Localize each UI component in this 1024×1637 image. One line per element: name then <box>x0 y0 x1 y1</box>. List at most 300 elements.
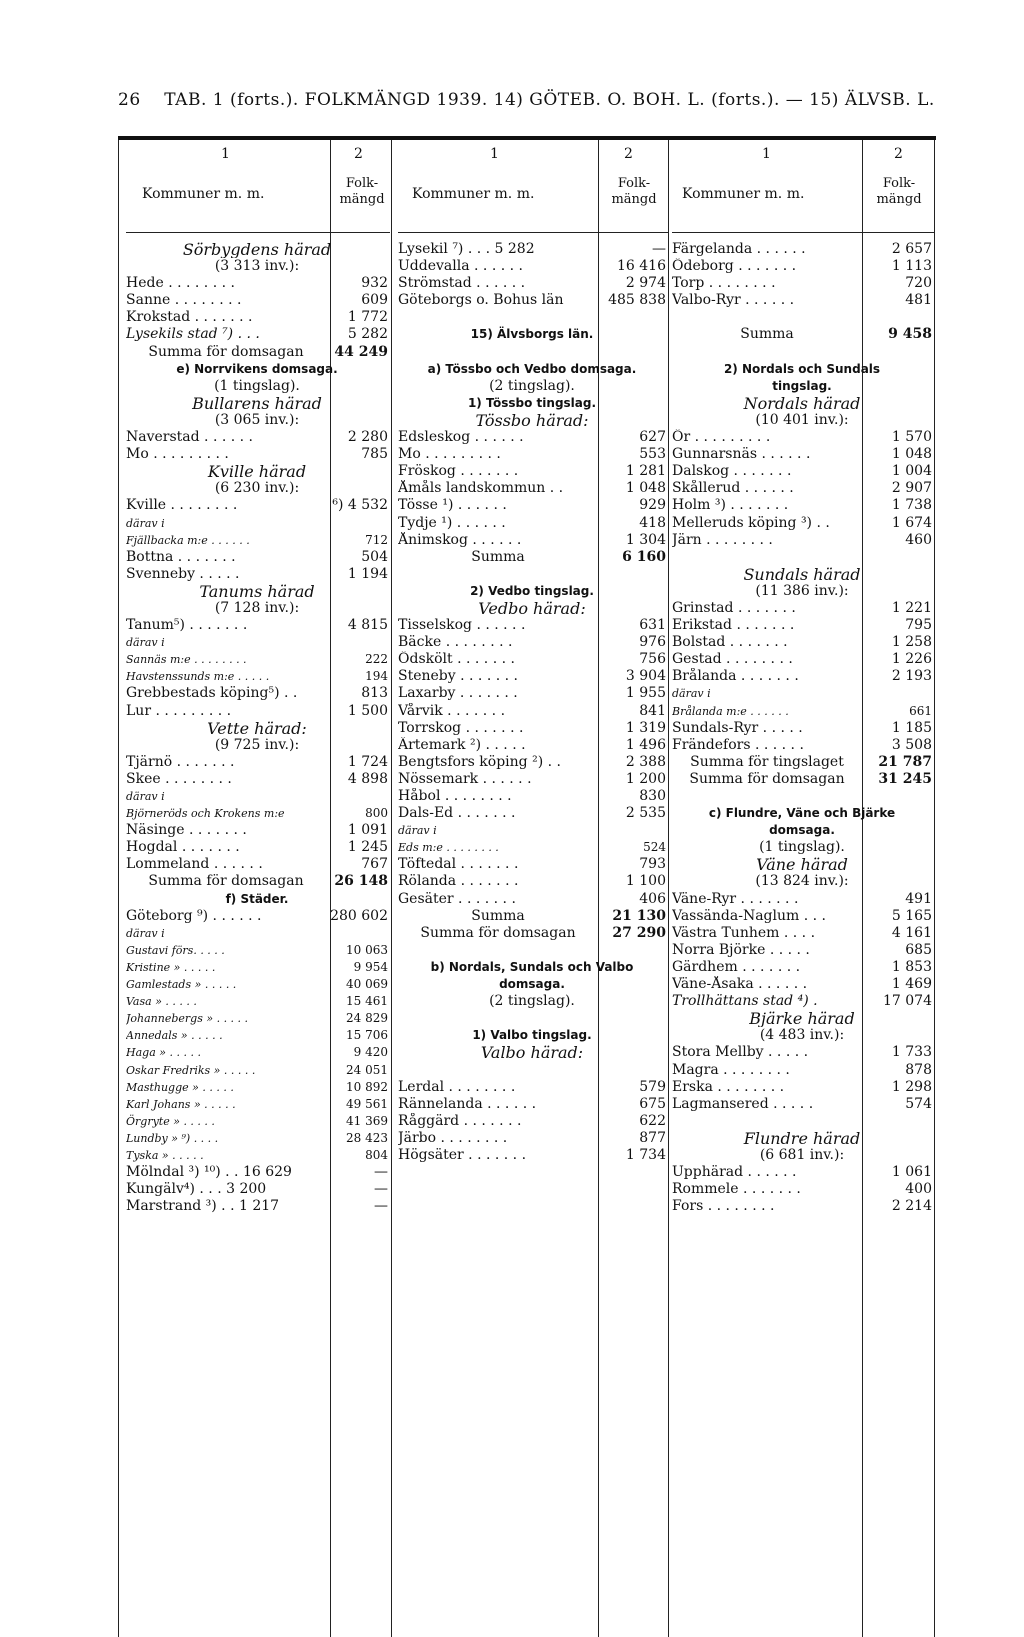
table-row <box>398 480 668 497</box>
column-1 <box>126 140 390 1215</box>
table-row <box>126 1181 390 1198</box>
row-label: Sundals-Ryr . . . . . <box>672 719 803 736</box>
column-number: 2 <box>354 146 363 162</box>
table-row <box>126 839 390 856</box>
row-value: 1 061 <box>891 1164 932 1181</box>
table-heading-row <box>398 583 668 600</box>
row-value: 9 954 <box>353 959 388 974</box>
table-row <box>672 1164 934 1181</box>
table-heading-row <box>672 1147 934 1164</box>
row-label: Tanums härad <box>199 582 315 600</box>
row-value: 27 290 <box>612 924 666 941</box>
table-row <box>672 326 934 343</box>
row-label: därav i <box>126 926 165 940</box>
table-row <box>398 856 668 873</box>
table-row <box>126 668 390 685</box>
row-label: (11 386 inv.): <box>755 582 849 599</box>
row-label: Råggärd . . . . . . . <box>398 1112 522 1129</box>
row-label: Melleruds köping ³) . . <box>672 514 830 531</box>
table-row <box>672 925 934 942</box>
table-row <box>672 480 934 497</box>
row-label: Grebbestads köping⁵) . . <box>126 685 298 702</box>
column-folk: Folk- mängd <box>876 176 922 207</box>
row-label: Nordals härad <box>743 394 861 412</box>
table-row <box>672 275 934 292</box>
row-value: 406 <box>639 890 666 907</box>
table-row <box>672 942 934 959</box>
row-value: 661 <box>909 703 932 718</box>
table-row <box>126 771 390 788</box>
row-value: 481 <box>905 292 932 309</box>
row-label: Nössemark . . . . . . <box>398 770 532 787</box>
row-label: Summa för domsagan <box>420 924 576 941</box>
row-value: 460 <box>905 531 932 548</box>
table-heading-row <box>672 1010 934 1027</box>
table-heading-row <box>398 600 668 617</box>
row-value: 15 706 <box>346 1028 388 1043</box>
row-label: Högsäter . . . . . . . <box>398 1146 527 1163</box>
table-row <box>126 1010 390 1027</box>
table-heading-row <box>672 822 934 839</box>
table-heading-row <box>672 549 934 566</box>
table-heading-row <box>398 395 668 412</box>
table-row <box>672 634 934 651</box>
table-row <box>126 703 390 720</box>
row-label: (3 065 inv.): <box>214 411 300 428</box>
row-value: 1 772 <box>347 309 388 326</box>
row-value: 2 535 <box>625 805 666 822</box>
row-value: 26 148 <box>334 873 388 890</box>
row-label: Erska . . . . . . . . <box>672 1078 785 1095</box>
row-label: Havstenssunds m:e . . . . . <box>126 670 270 684</box>
table-row <box>398 839 668 856</box>
page-header <box>118 90 935 110</box>
row-value: 1 733 <box>891 1044 932 1061</box>
row-value: 21 130 <box>612 907 666 924</box>
row-label: Laxarby . . . . . . . <box>398 685 518 702</box>
row-label: Summa för tingslaget <box>690 753 844 770</box>
table-row <box>398 258 668 275</box>
table-row <box>672 1096 934 1113</box>
row-label: Ånimskog . . . . . . <box>398 531 522 548</box>
row-value: 194 <box>365 669 388 684</box>
row-label: Vårvik . . . . . . . <box>398 702 506 719</box>
table-row <box>672 703 934 720</box>
table-row <box>672 993 934 1010</box>
table-row <box>126 856 390 873</box>
table-heading-row <box>672 309 934 326</box>
table-row <box>126 805 390 822</box>
row-label: Annedals » . . . . . <box>126 1029 223 1043</box>
row-label: Fjällbacka m:e . . . . . . <box>126 533 250 547</box>
row-label: 2) Vedbo tingslag. <box>470 583 594 598</box>
row-value: 1 004 <box>891 463 932 480</box>
table-row <box>398 429 668 446</box>
table-row <box>126 1130 390 1147</box>
row-label: Ödeborg . . . . . . . <box>672 258 797 275</box>
row-value: 3 904 <box>625 668 666 685</box>
table-row <box>398 873 668 890</box>
table-row <box>126 549 390 566</box>
table-heading-row <box>398 1027 668 1044</box>
table-heading-row <box>672 1113 934 1130</box>
row-label: Lysekil ⁷) . . . 5 282 <box>398 241 535 257</box>
row-value: 1 469 <box>891 976 932 993</box>
row-value: 4 898 <box>347 770 388 787</box>
row-label: Brålanda . . . . . . . <box>672 668 799 685</box>
row-value: 1 221 <box>891 599 932 616</box>
table-row <box>398 515 668 532</box>
row-label: Väne-Åsaka . . . . . . <box>672 976 808 993</box>
row-value: 4 815 <box>347 617 388 634</box>
table-row <box>672 446 934 463</box>
row-value: 1 113 <box>891 258 932 275</box>
row-value: 5 165 <box>891 907 932 924</box>
row-value: 1 724 <box>347 753 388 770</box>
row-label: Ärtemark ²) . . . . . <box>398 736 526 753</box>
row-label: Sundals härad <box>743 565 861 583</box>
row-label: Gestad . . . . . . . . <box>672 651 793 668</box>
table-heading-row <box>126 634 390 651</box>
row-value: 1 734 <box>625 1146 666 1163</box>
row-label: Flundre härad <box>743 1129 861 1147</box>
row-value: 1 500 <box>347 702 388 719</box>
row-label: Grinstad . . . . . . . <box>672 599 796 616</box>
row-label: Stora Mellby . . . . . <box>672 1044 809 1061</box>
row-label: Norra Björke . . . . . <box>672 941 810 958</box>
row-label: Bolstad . . . . . . . <box>672 634 788 651</box>
row-label: Vedbo härad: <box>478 599 586 618</box>
row-label: därav i <box>398 824 437 838</box>
table-row <box>672 258 934 275</box>
row-value: 40 069 <box>346 977 388 992</box>
row-value: 1 048 <box>625 480 666 497</box>
row-label: Lommeland . . . . . . <box>126 856 263 873</box>
table-heading-row <box>126 583 390 600</box>
row-value: 830 <box>639 788 666 804</box>
row-value: 2 280 <box>347 429 388 446</box>
row-label: Göteborg ⁹) . . . . . . <box>126 907 262 924</box>
row-value: 1 185 <box>891 719 932 736</box>
row-label: Sörbygdens härad <box>182 241 332 259</box>
row-value: 2 214 <box>891 1198 932 1215</box>
table-row <box>126 873 390 890</box>
row-value: 1 281 <box>625 463 666 480</box>
table-row <box>398 1130 668 1147</box>
table-row <box>398 463 668 480</box>
row-value: 491 <box>905 890 932 907</box>
row-value: 44 249 <box>334 343 388 360</box>
table-heading-row <box>398 1010 668 1027</box>
row-label: Järn . . . . . . . . <box>672 531 773 548</box>
row-value: 795 <box>905 617 932 634</box>
table-row <box>398 908 668 925</box>
row-label: Brålanda m:e . . . . . . <box>672 704 789 718</box>
row-label: därav i <box>126 636 165 650</box>
table-row <box>398 275 668 292</box>
row-label: Torp . . . . . . . . <box>672 275 776 292</box>
table-row <box>672 771 934 788</box>
table-row <box>398 651 668 668</box>
column-header <box>398 140 668 233</box>
table-row <box>672 617 934 634</box>
row-label: 2) Nordals och Sundals <box>723 361 881 376</box>
row-value: 1 194 <box>347 565 388 582</box>
row-label: Lerdal . . . . . . . . <box>398 1078 516 1095</box>
table-row <box>398 634 668 651</box>
row-label: Skee . . . . . . . . <box>126 770 232 787</box>
row-value: 929 <box>639 497 666 514</box>
table-row <box>398 292 668 309</box>
table-heading-row <box>398 344 668 361</box>
row-label: Åmåls landskommun . . <box>398 480 564 497</box>
row-label: (13 824 inv.): <box>755 873 849 890</box>
row-value: 579 <box>639 1078 666 1095</box>
table-row <box>672 891 934 908</box>
table-row <box>398 754 668 771</box>
row-value: 485 838 <box>608 292 666 309</box>
row-value: — <box>374 1164 388 1181</box>
row-value: 4 161 <box>891 924 932 941</box>
row-value: 1 853 <box>891 958 932 975</box>
column-header <box>672 140 934 233</box>
row-value: 9 458 <box>888 326 932 343</box>
table-row <box>398 1113 668 1130</box>
table-heading-row <box>398 378 668 395</box>
table-heading-row <box>672 685 934 702</box>
table-heading-row <box>672 566 934 583</box>
row-value: 1 200 <box>625 770 666 787</box>
row-value: 24 051 <box>346 1062 388 1077</box>
row-label: Trollhättans stad ⁴) . <box>672 993 818 1010</box>
row-label: Johannebergs » . . . . . <box>126 1012 249 1026</box>
row-label: Hede . . . . . . . . <box>126 275 235 292</box>
table-row <box>126 942 390 959</box>
table-row <box>672 737 934 754</box>
row-label: Gunnarsnäs . . . . . . <box>672 446 811 463</box>
row-value: 418 <box>639 514 666 531</box>
row-value: 31 245 <box>878 770 932 787</box>
table-row <box>672 668 934 685</box>
row-value: 685 <box>905 941 932 958</box>
row-label: (7 128 inv.): <box>214 599 300 616</box>
row-value: 5 282 <box>347 326 388 343</box>
row-label: Karl Johans » . . . . . <box>126 1097 236 1111</box>
table-heading-row <box>672 361 934 378</box>
row-label: Dals-Ed . . . . . . . <box>398 805 516 822</box>
row-label: Haga » . . . . . <box>126 1046 201 1060</box>
row-label: Färgelanda . . . . . . <box>672 241 806 257</box>
table-heading-row <box>126 241 390 258</box>
table-row <box>672 429 934 446</box>
table-heading-row <box>398 942 668 959</box>
row-value: — <box>374 1198 388 1215</box>
row-label: (4 483 inv.): <box>759 1027 845 1044</box>
row-value: 627 <box>639 429 666 446</box>
row-label: Mo . . . . . . . . . <box>398 446 501 463</box>
table-row <box>398 805 668 822</box>
row-label: Erikstad . . . . . . . <box>672 617 795 634</box>
table-heading-row <box>672 583 934 600</box>
table-heading-row <box>126 480 390 497</box>
table-row <box>126 1113 390 1130</box>
row-value: 222 <box>365 652 388 667</box>
row-value: 15 461 <box>346 994 388 1009</box>
table-heading-row <box>126 412 390 429</box>
row-label: Gamlestads » . . . . . <box>126 978 237 992</box>
table-row <box>126 532 390 549</box>
table-row <box>672 292 934 309</box>
row-value: 1 496 <box>625 736 666 753</box>
row-label: domsaga. <box>769 823 835 838</box>
table-heading-row <box>672 856 934 873</box>
row-value: 1 298 <box>891 1078 932 1095</box>
row-value: — <box>374 1181 388 1198</box>
row-value: 1 674 <box>891 514 932 531</box>
table-row <box>126 566 390 583</box>
row-label: Vasa » . . . . . <box>126 995 197 1009</box>
row-value: 720 <box>905 275 932 292</box>
table-row <box>398 1096 668 1113</box>
row-label: (2 tingslag). <box>489 377 575 394</box>
table-row <box>398 497 668 514</box>
row-label: Bengtsfors köping ²) . . <box>398 753 561 770</box>
row-label: Ör . . . . . . . . . <box>672 429 771 446</box>
row-label: 1) Tössbo tingslag. <box>467 395 597 410</box>
table-row <box>126 292 390 309</box>
table-heading-row <box>398 361 668 378</box>
rule-2 <box>391 140 392 1637</box>
row-value: 878 <box>905 1061 932 1078</box>
table-row <box>126 976 390 993</box>
row-label: Summa <box>471 907 525 924</box>
row-label: Tanum⁵) . . . . . . . <box>126 617 248 634</box>
row-label: Kungälv⁴) . . . 3 200 <box>126 1181 267 1198</box>
table-row <box>398 532 668 549</box>
table-heading-row <box>672 805 934 822</box>
column-number: 2 <box>624 146 633 162</box>
column-3 <box>672 140 934 1215</box>
column-name: Kommuner m. m. <box>142 186 265 202</box>
table-row <box>672 1079 934 1096</box>
row-value: 280 602 <box>330 907 388 924</box>
row-label: Lagmansered . . . . . <box>672 1095 814 1112</box>
row-value: 2 974 <box>625 275 666 292</box>
row-label: (10 401 inv.): <box>755 411 849 428</box>
table-row <box>126 1044 390 1061</box>
row-value: 841 <box>639 702 666 719</box>
table-heading-row <box>672 1130 934 1147</box>
row-value: 3 508 <box>891 736 932 753</box>
column-folk: Folk- mängd <box>339 176 385 207</box>
row-label: Frändefors . . . . . . <box>672 736 804 753</box>
row-label: Kville . . . . . . . . <box>126 497 238 514</box>
row-value: 1 258 <box>891 634 932 651</box>
row-label: Väne-Ryr . . . . . . . <box>672 890 799 907</box>
table-row <box>126 429 390 446</box>
row-value: 504 <box>361 548 388 565</box>
table-row <box>398 617 668 634</box>
row-label: Vassända-Naglum . . . <box>672 907 826 924</box>
row-value: 553 <box>639 446 666 463</box>
table-heading-row <box>126 788 390 805</box>
table-heading-row <box>398 309 668 326</box>
row-value: 49 561 <box>346 1096 388 1111</box>
rule-left <box>118 140 119 1637</box>
table-heading-row <box>398 1062 668 1079</box>
row-label: Uddevalla . . . . . . <box>398 258 523 275</box>
row-label: Bjärke härad <box>749 1010 855 1028</box>
table-heading-row <box>672 1027 934 1044</box>
table-row <box>398 241 668 258</box>
row-label: Tössbo härad: <box>475 411 589 430</box>
row-value: 622 <box>639 1112 666 1129</box>
table-row <box>126 446 390 463</box>
table-row <box>126 497 390 514</box>
row-value: 6 160 <box>622 548 666 565</box>
table-row <box>672 1044 934 1061</box>
row-value: 767 <box>361 856 388 873</box>
row-label: Edsleskog . . . . . . <box>398 429 524 446</box>
row-label: därav i <box>126 516 165 530</box>
table-heading-row <box>398 412 668 429</box>
table-row <box>126 993 390 1010</box>
table-heading-row <box>672 378 934 395</box>
row-label: Västra Tunhem . . . . <box>672 924 816 941</box>
row-label: Magra . . . . . . . . <box>672 1061 790 1078</box>
column-header <box>126 140 390 233</box>
row-label: Göteborgs o. Bohus län <box>398 292 564 309</box>
table-row <box>126 617 390 634</box>
row-label: Bullarens härad <box>192 394 322 412</box>
column-number: 1 <box>221 146 230 162</box>
table-heading-row <box>672 788 934 805</box>
table-heading-row <box>672 839 934 856</box>
table-heading-row <box>126 463 390 480</box>
table-heading-row <box>672 873 934 890</box>
table-row <box>398 771 668 788</box>
row-label: Gärdhem . . . . . . . <box>672 958 801 975</box>
row-value: ⁶) 4 532 <box>332 497 388 514</box>
table-row <box>126 651 390 668</box>
row-value: 1 226 <box>891 651 932 668</box>
table-heading-row <box>672 412 934 429</box>
row-label: Kville härad <box>207 463 307 481</box>
row-label: Örgryte » . . . . . <box>126 1114 215 1128</box>
row-label: Oskar Fredriks » . . . . . <box>126 1063 256 1077</box>
table-row <box>126 1164 390 1181</box>
row-label: tingslag. <box>772 378 832 393</box>
row-label: Lundby » ⁹) . . . . <box>126 1131 219 1145</box>
row-label: Krokstad . . . . . . . <box>126 309 253 326</box>
table-row <box>126 309 390 326</box>
row-label: Tisselskog . . . . . . <box>398 617 526 634</box>
row-label: Töftedal . . . . . . . <box>398 856 519 873</box>
row-label: Gesäter . . . . . . . <box>398 890 516 907</box>
row-value: 16 416 <box>617 258 666 275</box>
table-heading-row <box>126 378 390 395</box>
table-heading-row <box>126 258 390 275</box>
row-value: 793 <box>639 856 666 873</box>
row-label: Bäcke . . . . . . . . <box>398 634 513 651</box>
row-label: (2 tingslag). <box>489 993 575 1010</box>
row-label: (1 tingslag). <box>214 377 300 394</box>
row-label: (1 tingslag). <box>759 839 845 856</box>
table-heading-row <box>398 1044 668 1061</box>
row-label: Holm ³) . . . . . . . <box>672 497 789 514</box>
table-row <box>672 1062 934 1079</box>
table-row <box>672 515 934 532</box>
